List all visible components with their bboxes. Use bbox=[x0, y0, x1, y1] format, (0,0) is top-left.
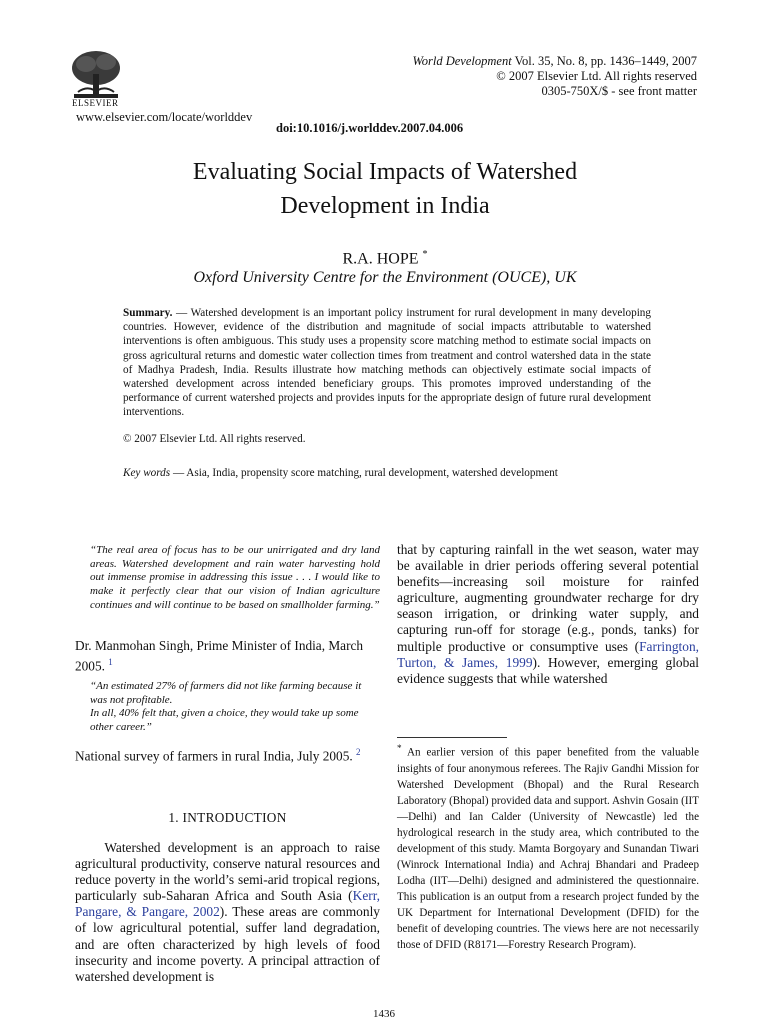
attribution-2-text: National survey of farmers in rural India, July 2005. bbox=[75, 748, 353, 764]
footnote-text: An earlier version of this paper benefited from the valuable insights of four anonymous referees. The Rajiv Gandhi Mission for Watershed Development (Bhopal) and the Rural Research Laboratory (Bhopal) provided data and support. Ashvin Gosain (IIT—Delhi) and Ian Calder (University of Newcastle) led the hydrological research in the study area, which contributed to the development of this study. Mamta Borgoyary and Sunandan Tiwari (Winrock International India) and Achraj Bhandari and Pradeep Lodha (IIT—Delhi) designed and administered the questionnaire. This publication is an output from a research project funded by the UK Department for International Development (DFID) for the benefit of developing countries. The views here are not necessarily those of DFID (R8171—Forestry Research Program). bbox=[397, 746, 699, 951]
abstract bbox=[123, 306, 651, 420]
epigraph-attribution-1 bbox=[75, 638, 380, 674]
abstract-copyright: © 2007 Elsevier Ltd. All rights reserved. bbox=[123, 433, 306, 445]
quote-2-line-1: “An estimated 27% of farmers did not like farming because it was not profitable. bbox=[90, 680, 362, 706]
citation-link-farrington[interactable]: Farrington, Turton, & James, 1999 bbox=[397, 638, 699, 670]
publisher-name: ELSEVIER bbox=[72, 98, 119, 108]
keywords-label: Key words bbox=[123, 467, 171, 479]
title-line-2: Development in India bbox=[280, 193, 490, 219]
epigraph-quote-2 bbox=[90, 680, 380, 735]
author-line bbox=[60, 249, 710, 268]
journal-name: World Development bbox=[412, 54, 512, 68]
right-column-paragraph bbox=[397, 542, 699, 687]
right-text-2: ). However, emerging global evidence suggests that while watershed bbox=[397, 654, 699, 686]
endnote-ref-1[interactable]: 1 bbox=[108, 657, 113, 667]
elsevier-tree-logo-icon bbox=[68, 48, 124, 102]
epigraph-quote-1: “The real area of focus has to be our unirrigated and dry land areas. Watershed development and rain water harvesting hold out immense promise in addressing this issue . . . I would like to make it perfectly clear that our vision of Indian agriculture continues and will continue to be based on smallholder farming.” bbox=[90, 544, 380, 611]
footnote-divider bbox=[397, 737, 507, 738]
section-heading-introduction: 1. INTRODUCTION bbox=[168, 810, 287, 825]
attribution-1-text: Dr. Manmohan Singh, Prime Minister of India, March 2005. bbox=[75, 638, 364, 674]
journal-copyright: © 2007 Elsevier Ltd. All rights reserved bbox=[496, 69, 697, 83]
journal-volume: Vol. 35, No. 8, pp. 1436–1449, 2007 bbox=[511, 54, 697, 68]
author-name: R.A. HOPE bbox=[342, 250, 419, 268]
intro-text-2: ). These areas are commonly of low agricultural potential, suffer land degradation, and are often characterized by high levels of food insecurity and income poverty. A principal attraction of watershed development is bbox=[75, 904, 380, 984]
author-footnote-mark[interactable]: * bbox=[422, 249, 428, 260]
endnote-ref-2[interactable]: 2 bbox=[356, 747, 361, 757]
keywords-text: — Asia, India, propensity score matching, rural development, watershed development bbox=[170, 467, 558, 479]
article-title bbox=[60, 155, 710, 223]
summary-label: Summary. bbox=[123, 307, 173, 319]
quote-2-line-2: In all, 40% felt that, given a choice, they would take up some other career.” bbox=[90, 707, 359, 734]
journal-issn: 0305-750X/$ - see front matter bbox=[541, 84, 697, 98]
doi-link[interactable]: doi:10.1016/j.worlddev.2007.04.006 bbox=[276, 121, 464, 135]
journal-citation bbox=[413, 54, 698, 99]
intro-text-1: Watershed development is an approach to raise agricultural productivity, conserve natural resources and reduce poverty in the world’s semi-arid tropical regions, particularly sub-Saharan Africa and South Asia ( bbox=[75, 840, 380, 904]
journal-website-link[interactable]: www.elsevier.com/locate/worlddev bbox=[76, 110, 253, 124]
introduction-paragraph bbox=[75, 840, 380, 985]
summary-text: — Watershed development is an important policy instrument for rural development in many developing countries. However, evidence of the distribution and magnitude of social impacts attributable to watershed interventions is often ambiguous. This study uses a propensity score matching method to estimate social impacts on gross agricultural returns and domestic water collection times from treatment and control watershed data in the state of Madhya Pradesh, India. Results illustrate how matching methods can objectively estimate social impacts of watershed development across intended beneficiary groups. This promotes improved understanding of the performance of current watershed projects and provides inputs for the appropriate design of future rural development interventions. bbox=[123, 307, 651, 419]
author-footnote bbox=[397, 741, 699, 953]
author-affiliation: Oxford University Centre for the Environment (OUCE), UK bbox=[193, 269, 577, 286]
keywords bbox=[123, 467, 651, 479]
right-text-1: that by capturing rainfall in the wet season, water may be available in drier periods offering several potential benefits—increasing soil moisture for rainfed agriculture, augmenting groundwater recharge for dry season irrigation, or drinking water supply, and capturing run-off for storage (e.g., ponds, tanks) for multiple productive or consumptive uses ( bbox=[397, 542, 699, 654]
title-line-1: Evaluating Social Impacts of Watershed bbox=[192, 159, 578, 185]
page-number: 1436 bbox=[373, 1008, 395, 1020]
epigraph-attribution-2 bbox=[75, 744, 380, 764]
citation-link-kerr[interactable]: Kerr, Pangare, & Pangare, 2002 bbox=[75, 888, 380, 920]
footnote-mark: * bbox=[397, 744, 402, 754]
